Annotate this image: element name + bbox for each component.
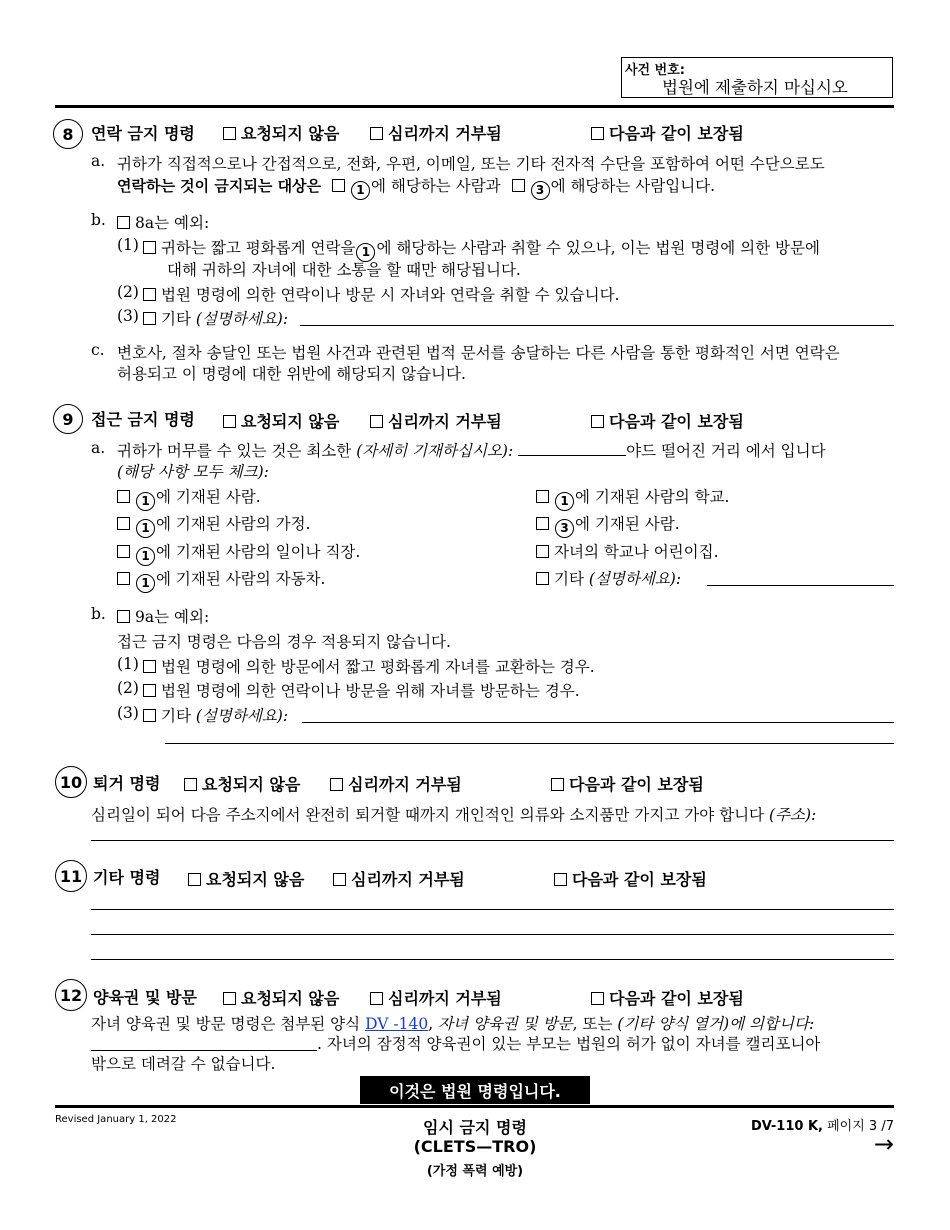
- s8-a-mid: 에 해당하는 사람과: [370, 177, 501, 195]
- section-number-11: 11: [55, 860, 87, 892]
- top-rule: [55, 105, 894, 108]
- s9-a-text: 귀하가 머무를 수 있는 것은 최소한: [117, 442, 352, 460]
- section-8-title: 연락 금지 명령: [91, 124, 195, 143]
- s8-b-text: 8a는 예외:: [135, 214, 210, 232]
- ref-circle-1: 1: [351, 181, 370, 200]
- s11-input-line-1[interactable]: [91, 909, 894, 910]
- option-label: 요청되지 않음: [241, 412, 340, 431]
- section-number-10: 10: [55, 766, 87, 798]
- case-number-label: 사건 번호:: [625, 63, 685, 78]
- s9-b2-row: [143, 679, 580, 701]
- s9-left-item-3: [117, 540, 360, 566]
- s12-or: , 또는: [572, 1015, 613, 1033]
- ref-circle: 1: [136, 547, 155, 566]
- checkbox[interactable]: [591, 127, 604, 140]
- option-label: 다음과 같이 보장됨: [609, 412, 744, 431]
- revised-date: Revised January 1, 2022: [55, 1114, 177, 1125]
- s8-c-line2: 허용되고 이 명령에 대한 위반에 해당되지 않습니다.: [117, 365, 466, 383]
- s8-b3-explain: (설명하세요):: [195, 310, 289, 328]
- item-text: 에 기재된 사람의 가정.: [156, 515, 311, 533]
- s8-granted[interactable]: [591, 121, 744, 144]
- s9-other-input-line[interactable]: [707, 585, 894, 586]
- checkbox[interactable]: [551, 778, 564, 791]
- option-label: 다음과 같이 보장됨: [609, 989, 744, 1008]
- s8-b1-text1: 귀하는 짧고 평화롭게 연락을: [161, 239, 356, 257]
- checkbox[interactable]: [117, 517, 130, 530]
- s9-a-check-all: (해당 사항 모두 체크):: [117, 463, 269, 481]
- section-12-title: 양육권 및 방문: [93, 988, 197, 1007]
- s11-input-line-3[interactable]: [91, 959, 894, 960]
- s12-other-forms-input-line[interactable]: [91, 1050, 317, 1051]
- s8-b2-num: (2): [117, 283, 139, 301]
- s10-body: 심리일이 되어 다음 주소지에서 완전히 퇴거할 때까지 개인적인 의류와 소지품만 가지고 가야 합니다: [91, 806, 765, 824]
- s8-a-line1: 귀하가 직접적으로나 간접적으로, 전화, 우편, 이메일, 또는 기타 전자적 수단을 포함하여 어떤 수단으로도: [117, 155, 825, 173]
- item-text: 에 기재된 사람의 학교.: [575, 488, 730, 506]
- s12-line1-pre: 자녀 양육권 및 방문 명령은 첨부된 양식: [91, 1015, 361, 1033]
- s10-text: [91, 803, 816, 825]
- s9-right-item-4: [536, 567, 681, 589]
- s9-not-requested[interactable]: [223, 409, 339, 432]
- s8-b2-text: 법원 명령에 의한 연락이나 방문 시 자녀와 연락을 취할 수 있습니다.: [161, 286, 620, 304]
- s9-right-item-2: [536, 512, 680, 538]
- s8-b3-num: (3): [117, 307, 139, 325]
- s12-line2: . 자녀의 잠정적 양육권이 있는 부모는 법원의 허가 없이 자녀를 캘리포니아: [317, 1035, 821, 1053]
- option-label: 다음과 같이 보장됨: [609, 124, 744, 143]
- s11-denied[interactable]: [333, 867, 465, 890]
- s8-b3-input-line[interactable]: [300, 325, 894, 326]
- s9-b2-num: (2): [117, 679, 139, 697]
- checkbox[interactable]: [591, 415, 604, 428]
- s12-denied[interactable]: [370, 986, 502, 1009]
- section-10-header: [55, 766, 905, 800]
- s9-b-row: [117, 605, 209, 627]
- checkbox[interactable]: [333, 873, 346, 886]
- s8-a-label: a.: [91, 152, 106, 170]
- section-number-12: 12: [55, 979, 87, 1011]
- page-number: 페이지 3 /7: [827, 1119, 894, 1134]
- dv-140-link[interactable]: DV -140: [365, 1015, 429, 1033]
- s9-left-item-4: [117, 567, 325, 593]
- s9-b3-text: 기타: [161, 707, 191, 725]
- checkbox[interactable]: [223, 415, 236, 428]
- s8-b-label: b.: [91, 211, 106, 229]
- item-text: 자녀의 학교나 어린이집.: [554, 543, 719, 561]
- option-label: 요청되지 않음: [241, 124, 340, 143]
- option-label: 심리까지 거부됨: [351, 870, 465, 889]
- checkbox[interactable]: [143, 241, 156, 254]
- section-number-8: 8: [53, 119, 83, 149]
- checkbox[interactable]: [591, 992, 604, 1005]
- s9-b3-num: (3): [117, 704, 139, 722]
- checkbox[interactable]: [370, 992, 383, 1005]
- s9-a-line1: [117, 439, 826, 461]
- s10-address-input-line[interactable]: [91, 840, 894, 841]
- s9-right-item-3: [536, 540, 719, 562]
- item-explain: (설명하세요):: [588, 570, 682, 588]
- s8-denied[interactable]: [370, 121, 502, 144]
- section-11-header: [55, 860, 905, 894]
- section-9-title: 접근 금지 명령: [91, 410, 195, 429]
- s9-b3-explain: (설명하세요):: [195, 707, 289, 725]
- checkbox[interactable]: [536, 490, 549, 503]
- s8-a-bold: 연락하는 것이 금지되는 대상은: [117, 177, 322, 195]
- footer-title-2: (CLETS—TRO): [413, 1137, 537, 1156]
- option-label: 요청되지 않음: [202, 775, 301, 794]
- case-number-box: [621, 57, 893, 98]
- checkbox[interactable]: [536, 545, 549, 558]
- section-number-9: 9: [53, 404, 83, 434]
- checkbox[interactable]: [184, 778, 197, 791]
- s9-a-yard: 야드 떨어진 거리 에서 입니다: [626, 442, 826, 460]
- checkbox[interactable]: [117, 545, 130, 558]
- s9-b3-input-line[interactable]: [302, 722, 894, 723]
- item-text: 에 기재된 사람의 자동차.: [156, 570, 326, 588]
- s12-comma: ,: [428, 1015, 434, 1033]
- ref-circle: 1: [136, 519, 155, 538]
- option-label: 요청되지 않음: [206, 870, 305, 889]
- option-label: 심리까지 거부됨: [388, 989, 502, 1008]
- s12-line3: 밖으로 데려갈 수 없습니다.: [91, 1055, 276, 1073]
- s9-b1-text: 법원 명령에 의한 방문에서 짧고 평화롭게 자녀를 교환하는 경우.: [161, 658, 595, 676]
- checkbox[interactable]: [117, 216, 130, 229]
- s12-not-requested[interactable]: [223, 986, 339, 1009]
- s8-a-line2: [117, 174, 715, 200]
- item-text: 기타: [554, 570, 584, 588]
- checkbox[interactable]: [117, 610, 130, 623]
- s8-b3-text: 기타: [161, 310, 191, 328]
- s12-other-forms: (기타 양식 열거)에 의합니다:: [617, 1015, 815, 1033]
- s8-b1-line2: 대해 귀하의 자녀에 대한 소통을 할 때만 해당됩니다.: [167, 261, 521, 279]
- option-label: 심리까지 거부됨: [348, 775, 462, 794]
- section-9-header: [53, 404, 903, 436]
- checkbox[interactable]: [536, 572, 549, 585]
- checkbox[interactable]: [143, 660, 156, 673]
- s9-a-label: a.: [91, 439, 106, 457]
- s10-address-label: (주소):: [768, 806, 817, 824]
- s12-line1: [91, 1012, 814, 1034]
- s8-b1-text2: 에 해당하는 사람과 취할 수 있으나, 이는 법원 명령에 의한 방문에: [376, 239, 820, 257]
- s9-b-label: b.: [91, 605, 106, 623]
- item-text: 에 기재된 사람의 일이나 직장.: [156, 543, 361, 561]
- item-text: 에 기재된 사람.: [156, 488, 261, 506]
- s8-b3-row: [143, 307, 288, 329]
- s9-left-item-2: [117, 512, 310, 538]
- s9-a-detail: (자세히 기재하십시오):: [356, 442, 514, 460]
- option-label: 심리까지 거부됨: [388, 412, 502, 431]
- checkbox[interactable]: [143, 288, 156, 301]
- checkbox[interactable]: [143, 684, 156, 697]
- case-number-value: 법원에 제출하지 마십시오: [662, 78, 848, 97]
- s8-b1-num: (1): [117, 236, 139, 254]
- checkbox-ref-1[interactable]: [332, 179, 345, 192]
- ref-circle-3: 3: [531, 181, 550, 200]
- checkbox[interactable]: [117, 572, 130, 585]
- court-order-banner: 이것은 법원 명령입니다.: [360, 1076, 590, 1104]
- footer-title-3: (가정 폭력 예방): [426, 1164, 524, 1179]
- s8-c-label: c.: [91, 341, 105, 359]
- option-label: 다음과 같이 보장됨: [572, 870, 707, 889]
- section-12-header: [55, 979, 905, 1013]
- checkbox[interactable]: [536, 517, 549, 530]
- option-label: 심리까지 거부됨: [388, 124, 502, 143]
- checkbox[interactable]: [188, 873, 201, 886]
- s9-b1-row: [143, 655, 595, 677]
- s12-granted[interactable]: [591, 986, 744, 1009]
- bottom-rule: [55, 1105, 894, 1108]
- s11-granted[interactable]: [554, 867, 707, 890]
- s11-not-requested[interactable]: [188, 867, 304, 890]
- form-id: DV-110 K,: [751, 1119, 823, 1134]
- s9-b-intro: 접근 금지 명령은 다음의 경우 적용되지 않습니다.: [117, 633, 451, 651]
- footer-title-1: 임시 금지 명령: [423, 1118, 527, 1137]
- checkbox[interactable]: [223, 127, 236, 140]
- checkbox[interactable]: [117, 490, 130, 503]
- checkbox[interactable]: [143, 709, 156, 722]
- checkbox[interactable]: [143, 312, 156, 325]
- s9-b3-input-line-2[interactable]: [165, 743, 894, 744]
- checkbox[interactable]: [370, 127, 383, 140]
- form-page-id: [751, 1115, 894, 1134]
- s9-left-item-1: [117, 485, 261, 511]
- s9-b2-text: 법원 명령에 의한 연락이나 방문을 위해 자녀를 방문하는 경우.: [161, 682, 580, 700]
- section-11-title: 기타 명령: [93, 868, 161, 887]
- s8-b-row: [117, 211, 209, 233]
- ref-circle: 3: [555, 519, 574, 538]
- s8-a-end: 에 해당하는 사람입니다.: [550, 177, 716, 195]
- s12-form-name: 자녀 양육권 및 방문: [438, 1015, 573, 1033]
- s9-b-text: 9a는 예외:: [135, 608, 210, 626]
- item-text: 에 기재된 사람.: [575, 515, 680, 533]
- s8-b2-row: [143, 283, 619, 305]
- section-8-header: [53, 117, 903, 149]
- s10-granted[interactable]: [551, 772, 704, 795]
- s9-b1-num: (1): [117, 655, 139, 673]
- s9-b3-row: [143, 704, 288, 726]
- s10-not-requested[interactable]: [184, 772, 300, 795]
- s9-right-item-1: [536, 485, 729, 511]
- s11-input-line-2[interactable]: [91, 934, 894, 935]
- yard-distance-input[interactable]: [518, 443, 626, 456]
- option-label: 다음과 같이 보장됨: [569, 775, 704, 794]
- checkbox[interactable]: [554, 873, 567, 886]
- ref-circle: 1: [136, 574, 155, 593]
- s8-c-line1: 변호사, 절차 송달인 또는 법원 사건과 관련된 법적 문서를 송달하는 다른 사람을 통한 평화적인 서면 연락은: [117, 344, 840, 362]
- checkbox[interactable]: [223, 992, 236, 1005]
- ref-circle: 1: [136, 492, 155, 511]
- checkbox-ref-3[interactable]: [512, 179, 525, 192]
- checkbox[interactable]: [370, 415, 383, 428]
- checkbox[interactable]: [330, 778, 343, 791]
- s9-denied[interactable]: [370, 409, 502, 432]
- ref-circle-1: 1: [356, 243, 375, 262]
- ref-circle: 1: [555, 492, 574, 511]
- section-10-title: 퇴거 명령: [93, 774, 161, 793]
- s10-denied[interactable]: [330, 772, 462, 795]
- s8-not-requested[interactable]: [223, 121, 339, 144]
- option-label: 요청되지 않음: [241, 989, 340, 1008]
- s9-granted[interactable]: [591, 409, 744, 432]
- next-page-arrow-icon[interactable]: →: [873, 1130, 894, 1158]
